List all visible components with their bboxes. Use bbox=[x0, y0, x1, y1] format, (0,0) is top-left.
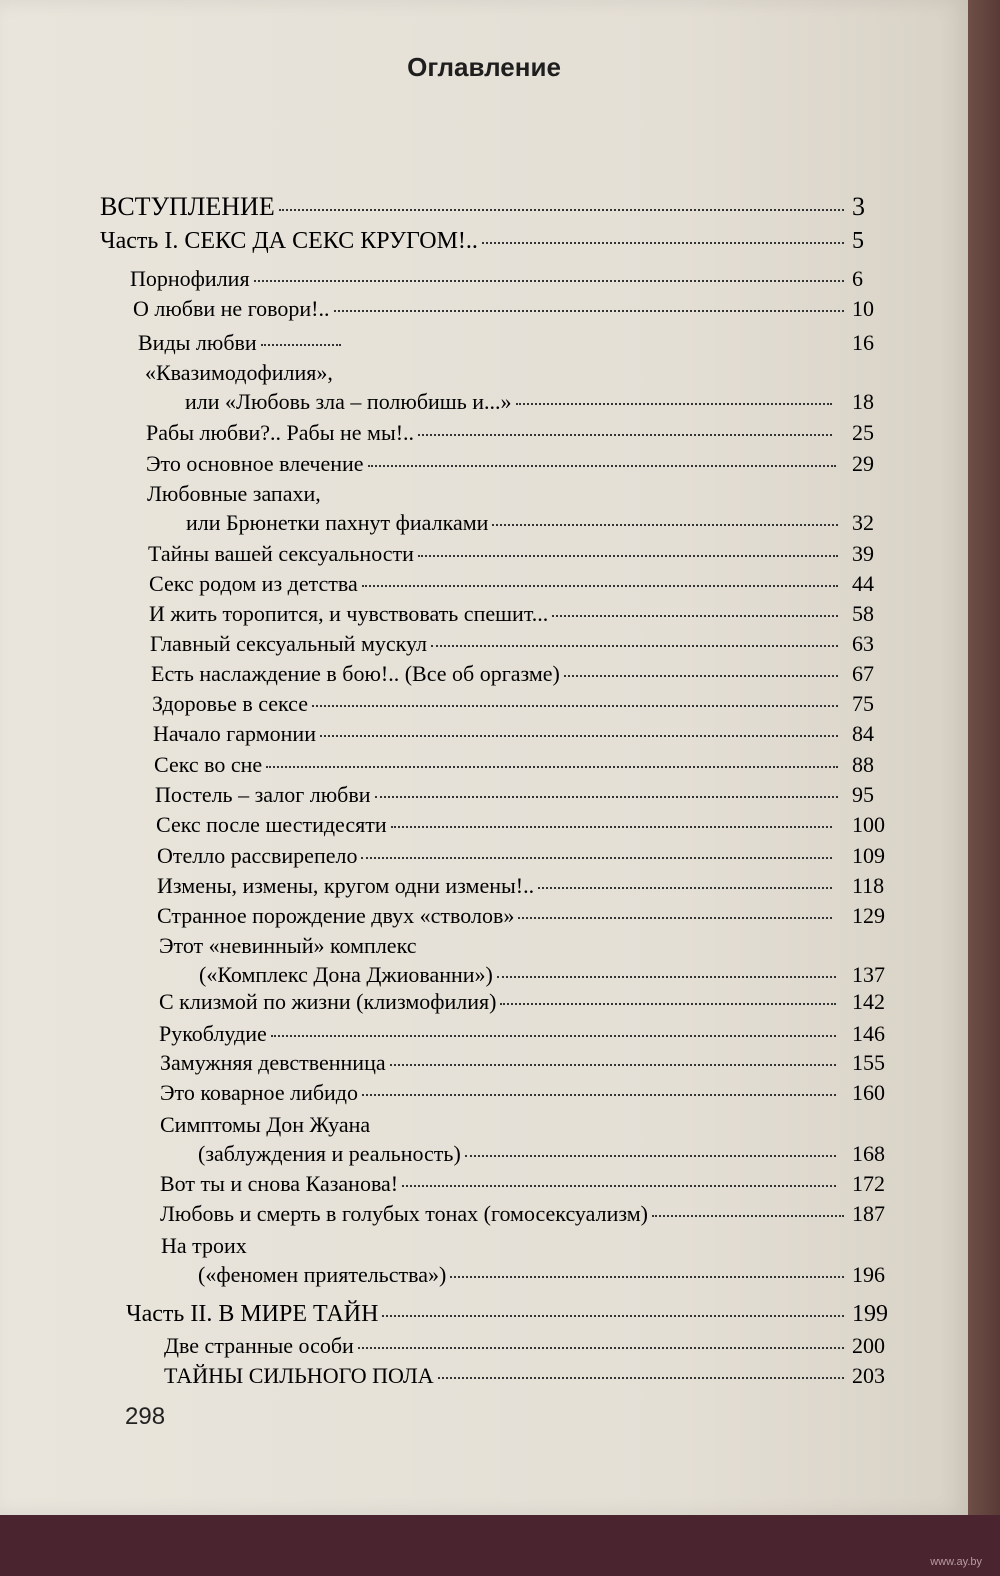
toc-entry bbox=[150, 631, 874, 657]
toc-entry bbox=[151, 661, 874, 687]
toc-entry-title: С клизмой по жизни (клизмофилия) bbox=[159, 989, 497, 1014]
toc-entry-page: 146 bbox=[852, 1021, 885, 1046]
toc-entry-title: Это коварное либидо bbox=[160, 1080, 358, 1105]
toc-entry-page: 95 bbox=[852, 782, 874, 807]
watermark: www.ay.by bbox=[930, 1556, 982, 1568]
toc-entry bbox=[160, 1080, 885, 1106]
dot-leader bbox=[358, 1347, 844, 1349]
toc-entry-page: 25 bbox=[852, 420, 874, 445]
dot-leader bbox=[431, 645, 838, 647]
dot-leader bbox=[418, 555, 838, 557]
toc-entry-page: 196 bbox=[852, 1262, 885, 1287]
page-title: Оглавление bbox=[407, 52, 561, 82]
toc-entry bbox=[157, 843, 885, 869]
toc-entry-page: 29 bbox=[852, 451, 874, 476]
dot-leader bbox=[261, 344, 341, 346]
toc-entry-page: 168 bbox=[852, 1141, 885, 1166]
toc-entry-title: На троих bbox=[161, 1233, 247, 1258]
dot-leader bbox=[516, 403, 832, 405]
toc-entry-title: Рукоблудие bbox=[159, 1021, 267, 1046]
toc-entry bbox=[198, 1262, 885, 1288]
dot-leader bbox=[518, 917, 832, 919]
toc-entry-page: 172 bbox=[852, 1171, 885, 1196]
toc-entry-title: Секс во сне bbox=[154, 752, 263, 777]
toc-entry-page: 187 bbox=[852, 1201, 885, 1226]
toc-entry bbox=[130, 266, 863, 292]
toc-entry-title: Это основное влечение bbox=[146, 451, 364, 476]
dot-leader bbox=[482, 242, 844, 244]
toc-entry-page: 100 bbox=[852, 812, 885, 837]
toc-entry-title: Часть I. СЕКС ДА СЕКС КРУГОМ!.. bbox=[100, 228, 478, 254]
dot-leader bbox=[402, 1185, 836, 1187]
toc-entry bbox=[153, 721, 874, 747]
dot-leader bbox=[312, 705, 838, 707]
dot-leader bbox=[362, 585, 838, 587]
toc-entry-page: 129 bbox=[852, 903, 885, 928]
toc-entry-page: 63 bbox=[852, 631, 874, 656]
dot-leader bbox=[334, 310, 844, 312]
toc-entry bbox=[156, 812, 885, 838]
toc-entry-page: 44 bbox=[852, 571, 874, 596]
toc-entry-page: 58 bbox=[852, 601, 874, 626]
toc-entry bbox=[186, 510, 874, 536]
dot-leader bbox=[465, 1155, 836, 1157]
toc-entry bbox=[160, 1201, 885, 1227]
toc-entry bbox=[159, 1021, 885, 1047]
toc-entry-page: 18 bbox=[852, 389, 874, 414]
toc-entry-title: Отелло рассвирепело bbox=[157, 843, 358, 868]
dot-leader bbox=[320, 735, 838, 737]
toc-entry-page: 75 bbox=[852, 691, 874, 716]
toc-entry-title: Секс родом из детства bbox=[149, 571, 358, 596]
toc-entry-title: Замужняя девственница bbox=[160, 1050, 386, 1075]
toc-entry bbox=[164, 1333, 885, 1359]
dot-leader bbox=[652, 1215, 844, 1217]
toc-entry bbox=[100, 228, 864, 255]
toc-entry bbox=[154, 752, 874, 778]
toc-entry-title: Постель – залог любви bbox=[155, 782, 371, 807]
dot-leader bbox=[254, 280, 844, 282]
toc-entry-title: ТАЙНЫ СИЛЬНОГО ПОЛА bbox=[164, 1363, 434, 1388]
toc-entry bbox=[159, 933, 416, 959]
toc-entry bbox=[100, 192, 865, 222]
toc-entry-title: И жить торопится, и чувствовать спешит... bbox=[149, 601, 549, 626]
dot-leader bbox=[391, 826, 832, 828]
dot-leader bbox=[266, 766, 838, 768]
toc-entry bbox=[185, 389, 874, 415]
dot-leader bbox=[450, 1276, 844, 1278]
toc-entry bbox=[157, 903, 885, 929]
dot-leader bbox=[500, 1003, 836, 1005]
toc-entry-page: 203 bbox=[852, 1363, 885, 1388]
toc-entry-page: 32 bbox=[852, 510, 874, 535]
dot-leader bbox=[538, 887, 832, 889]
toc-entry bbox=[138, 330, 874, 356]
toc-entry-title: Рабы любви?.. Рабы не мы!.. bbox=[146, 420, 415, 445]
toc-entry-page: 199 bbox=[852, 1301, 888, 1327]
toc-entry-title: «Квазимодофилия», bbox=[145, 360, 333, 385]
toc-entry bbox=[146, 451, 874, 477]
page-number: 298 bbox=[125, 1403, 166, 1430]
toc-entry-title: (заблуждения и реальность) bbox=[198, 1141, 461, 1166]
toc-entry bbox=[161, 1233, 247, 1259]
toc-entry-title: Секс после шестидесяти bbox=[156, 812, 387, 837]
toc-entry-page: 6 bbox=[852, 266, 863, 291]
dot-leader bbox=[271, 1035, 836, 1037]
toc-entry-page: 137 bbox=[852, 962, 885, 987]
toc-entry-page: 142 bbox=[852, 989, 885, 1014]
toc-entry-title: («феномен приятельства») bbox=[198, 1262, 447, 1287]
toc-entry-page: 155 bbox=[852, 1050, 885, 1075]
toc-entry-page: 67 bbox=[852, 661, 874, 686]
toc-entry bbox=[148, 541, 874, 567]
toc-entry-title: Измены, измены, кругом одни измены!.. bbox=[157, 873, 535, 898]
toc-entry-title: Любовь и смерть в голубых тонах (гомосексуализм) bbox=[160, 1201, 648, 1226]
toc-entry-title: Странное порождение двух «стволов» bbox=[157, 903, 515, 928]
toc-entry-page: 118 bbox=[852, 873, 885, 898]
toc-entry-title: О любви не говори!.. bbox=[133, 296, 330, 321]
toc-entry bbox=[199, 962, 885, 988]
toc-entry-title: или «Любовь зла – полюбишь и...» bbox=[185, 389, 512, 414]
dot-leader bbox=[497, 976, 836, 978]
toc-entry bbox=[149, 601, 874, 627]
toc-entry-page: 39 bbox=[852, 541, 874, 566]
toc-entry-title: Симптомы Дон Жуана bbox=[160, 1112, 371, 1137]
toc-entry bbox=[160, 1050, 885, 1076]
toc-entry-page: 5 bbox=[852, 228, 864, 254]
toc-entry-page: 16 bbox=[852, 330, 874, 355]
toc-entry bbox=[160, 1171, 885, 1197]
dot-leader bbox=[418, 434, 832, 436]
toc-entry bbox=[149, 571, 874, 597]
toc-entry-title: Этот «невинный» комплекс bbox=[159, 933, 417, 958]
toc-entry-page: 160 bbox=[852, 1080, 885, 1105]
toc-entry-title: Тайны вашей сексуальности bbox=[148, 541, 414, 566]
toc-entry-page: 109 bbox=[852, 843, 885, 868]
toc-entry-title: Виды любви bbox=[138, 330, 257, 355]
toc-entry-title: Любовные запахи, bbox=[147, 481, 321, 506]
dot-leader bbox=[438, 1377, 844, 1379]
toc-entry-title: ВСТУПЛЕНИЕ bbox=[100, 192, 275, 221]
toc-entry-page: 10 bbox=[852, 296, 874, 321]
dot-leader bbox=[382, 1315, 844, 1317]
dot-leader bbox=[390, 1064, 836, 1066]
dot-leader bbox=[492, 524, 838, 526]
toc-entry bbox=[198, 1141, 885, 1167]
dot-leader bbox=[362, 1094, 836, 1096]
toc-entry-title: Порнофилия bbox=[130, 266, 250, 291]
toc-entry-title: Часть II. В МИРЕ ТАЙН bbox=[126, 1301, 379, 1327]
book-spine bbox=[968, 0, 1000, 1515]
dot-leader bbox=[279, 209, 844, 211]
toc-entry bbox=[145, 360, 333, 386]
toc-entry bbox=[133, 296, 874, 322]
toc-entry bbox=[155, 782, 874, 808]
toc-entry-title: Есть наслаждение в бою!.. (Все об оргазме) bbox=[151, 661, 560, 686]
toc-entry bbox=[146, 420, 874, 446]
toc-entry-page: 3 bbox=[852, 192, 865, 221]
toc-entry bbox=[126, 1301, 888, 1328]
dot-leader bbox=[564, 675, 838, 677]
toc-entry bbox=[159, 989, 885, 1015]
toc-entry bbox=[164, 1363, 885, 1389]
dot-leader bbox=[552, 615, 838, 617]
toc-entry-title: или Брюнетки пахнут фиалками bbox=[186, 510, 489, 535]
toc-entry bbox=[152, 691, 874, 717]
toc-entry bbox=[147, 481, 321, 507]
toc-entry-title: Начало гармонии bbox=[153, 721, 316, 746]
toc-entry-title: Вот ты и снова Казанова! bbox=[160, 1171, 399, 1196]
dot-leader bbox=[375, 796, 838, 798]
toc-entry-title: Здоровье в сексе bbox=[152, 691, 308, 716]
toc-entry-page: 88 bbox=[852, 752, 874, 777]
dot-leader bbox=[361, 857, 832, 859]
toc-entry-page: 200 bbox=[852, 1333, 885, 1358]
toc-entry-title: («Комплекс Дона Джиованни») bbox=[199, 962, 493, 987]
toc-entry-title: Главный сексуальный мускул bbox=[150, 631, 428, 656]
toc-entry bbox=[157, 873, 885, 899]
toc-entry-page: 84 bbox=[852, 721, 874, 746]
toc-entry-title: Две странные особи bbox=[164, 1333, 354, 1358]
toc-entry bbox=[160, 1112, 370, 1138]
background-surface bbox=[0, 1515, 1000, 1576]
dot-leader bbox=[368, 465, 836, 467]
